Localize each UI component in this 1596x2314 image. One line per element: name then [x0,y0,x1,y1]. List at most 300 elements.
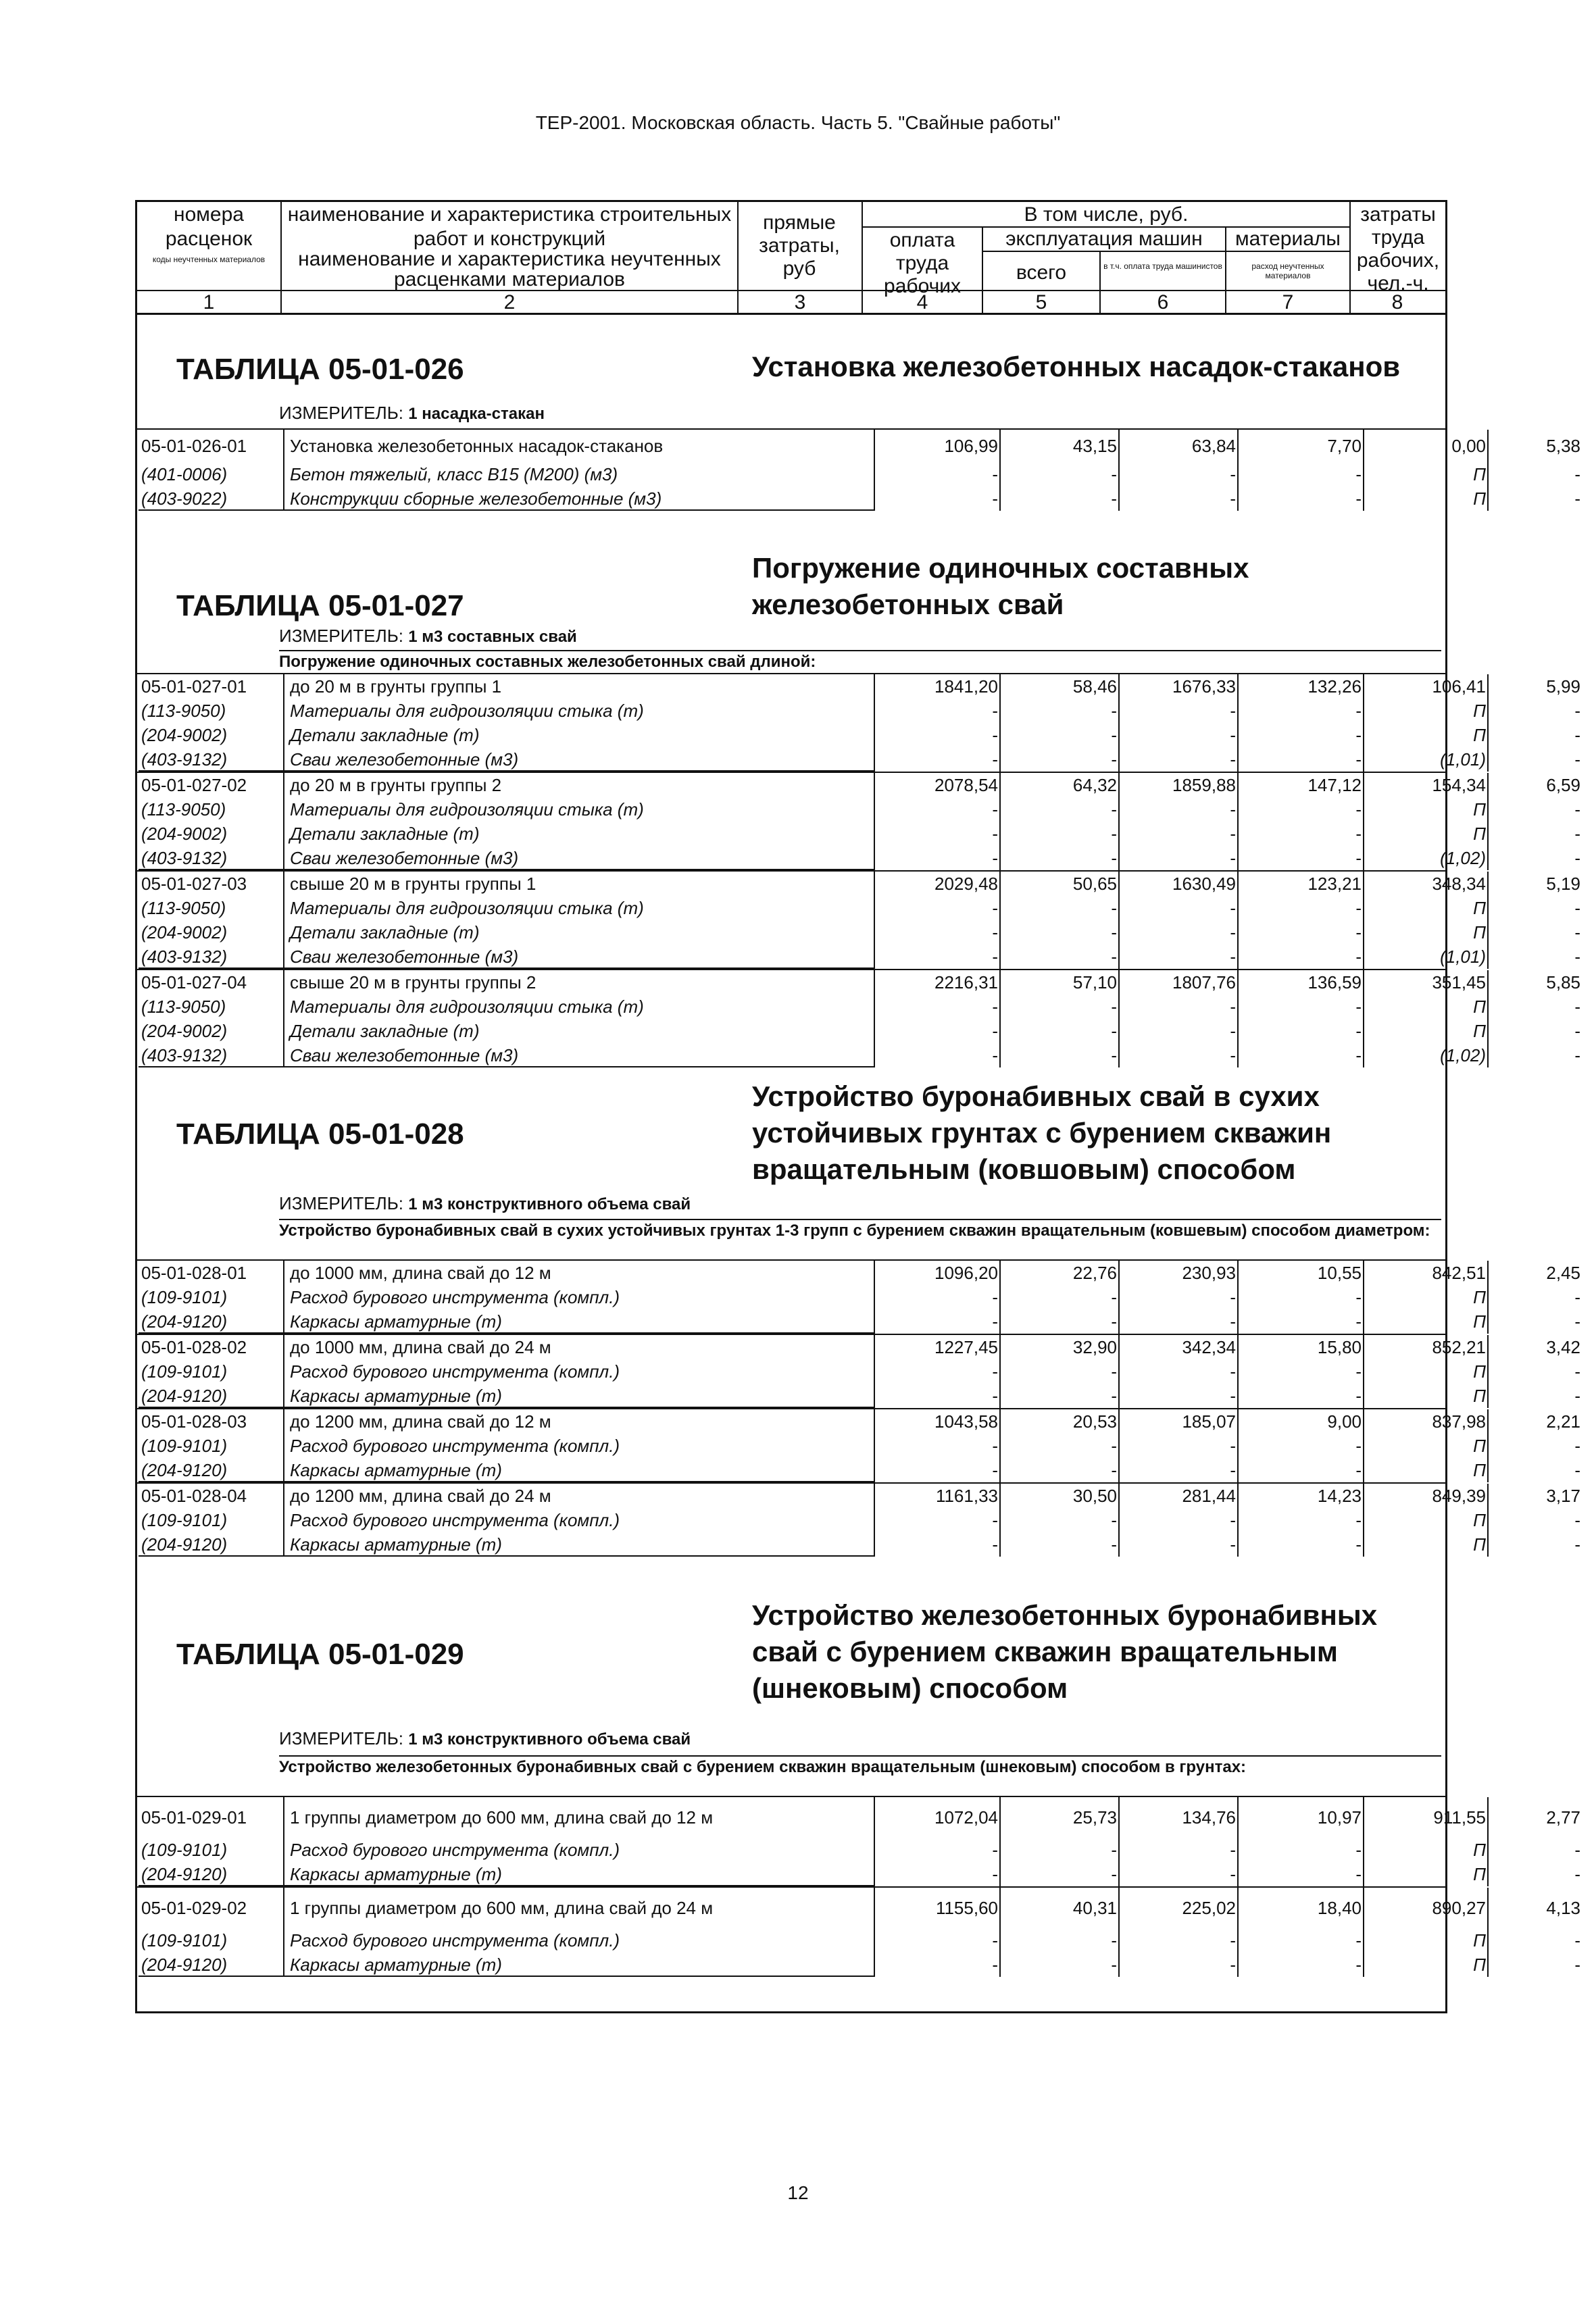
material-code: (204-9002) [141,1021,228,1041]
labor-pay-value: - [999,896,1120,920]
machines-total-value: - [1118,1359,1239,1384]
table-subheading: Устройство буронабивных свай в сухих устойчивых грунтах 1-3 групп с бурением скважин вращательным (ковшевым) способом диаметром: [279,1219,1441,1242]
material-name: Каркасы арматурные (т) [283,1532,875,1557]
material-code: (109-9101) [141,1361,228,1382]
labor-pay-value: - [999,1019,1120,1043]
material-row [137,1508,1580,1532]
operators-pay-value: - [1237,1928,1364,1953]
operators-pay-value: - [1237,945,1364,969]
labor-pay-value: 30,50 [999,1484,1120,1508]
labor-hours-value: - [1487,1019,1583,1043]
direct-costs-value: - [874,797,1001,822]
labor-hours-value: - [1487,1838,1583,1862]
table-section [135,550,1580,1078]
material-row [137,1532,1580,1557]
operators-pay-value: - [1237,822,1364,846]
material-row [137,896,1580,920]
material-code: (403-9132) [139,747,284,772]
labor-pay-value: - [999,822,1120,846]
labor-hours-value: 3,17 [1487,1484,1583,1508]
measure-unit-value: 1 м3 составных свай [408,628,577,646]
col-num-7: 7 [1282,291,1294,313]
materials-value: П [1363,1838,1489,1862]
labor-pay-value: - [999,1953,1120,1977]
table-subheading: Погружение одиночных составных железобетонных свай длиной: [279,650,1441,673]
rate-code: 05-01-027-02 [141,775,247,795]
materials-value: 849,39 [1363,1484,1489,1508]
rate-name: свыше 20 м в грунты группы 1 [283,872,875,896]
labor-pay-value: 57,10 [999,970,1120,995]
labor-pay-value: - [999,1458,1120,1482]
machines-total-value: - [1118,1019,1239,1043]
labor-hours-value: - [1487,945,1583,969]
machines-total-value: 1807,76 [1118,970,1239,995]
labor-hours-value: - [1487,1434,1583,1458]
col-codes-top: номера [174,203,244,226]
material-name: Расход бурового инструмента (компл.) [283,1359,875,1384]
direct-costs-value: - [874,1384,1001,1408]
material-code: (113-9050) [141,898,226,918]
direct-costs-value: - [874,1359,1001,1384]
material-row [137,822,1580,846]
col-num-6: 6 [1157,291,1169,313]
machines-total-value: 63,84 [1118,430,1239,462]
rate-name: до 1200 мм, длина свай до 12 м [283,1409,875,1434]
labor-hours-value: - [1487,846,1583,870]
page-header: ТЕР-2001. Московская область. Часть 5. "Свайные работы" [535,112,1061,133]
labor-pay-value: - [999,1309,1120,1334]
material-row [137,846,1580,870]
material-code: (204-9120) [139,1862,284,1886]
table-description-line: Устройство железобетонных буронабивных [752,1599,1378,1631]
material-code: (109-9101) [141,1930,228,1951]
machines-total-value: - [1118,995,1239,1019]
rate-code: 05-01-027-04 [141,972,247,992]
material-name: Детали закладные (т) [283,723,875,747]
col-num-1: 1 [203,291,215,313]
labor-pay-value: 50,65 [999,872,1120,896]
material-name: Материалы для гидроизоляции стыка (т) [283,797,875,822]
operators-pay-value: 7,70 [1237,430,1364,462]
machines-total-value: 1676,33 [1118,674,1239,699]
operators-pay-value: - [1237,1359,1364,1384]
materials-value: 890,27 [1363,1888,1489,1928]
direct-costs-value: - [874,896,1001,920]
labor-pay-value: 20,53 [999,1409,1120,1434]
material-code: (113-9050) [141,997,226,1017]
material-name: Сваи железобетонные (м3) [283,747,875,772]
direct-costs-value: - [874,1953,1001,1977]
operators-pay-value: - [1237,995,1364,1019]
machines-total-value: - [1118,797,1239,822]
materials-value: 106,41 [1363,674,1489,699]
operators-pay-value: 147,12 [1237,773,1364,797]
direct-costs-value: - [874,1862,1001,1886]
material-code: (204-9120) [139,1532,284,1557]
labor-pay-value: 25,73 [999,1797,1120,1838]
material-row [137,920,1580,945]
materials-value: П [1363,486,1489,511]
materials-value: П [1363,1532,1489,1557]
operators-pay-value: - [1237,1285,1364,1309]
labor-hours-value: 2,45 [1487,1261,1583,1285]
labor-pay-value: - [999,486,1120,511]
labor-hours-value: - [1487,1532,1583,1557]
table-title: ТАБЛИЦА 05-01-028 [176,1117,464,1151]
labor-hours-value: - [1487,797,1583,822]
direct-costs-value: - [874,699,1001,723]
labor-pay-value: 22,76 [999,1261,1120,1285]
labor-hours-value: 5,85 [1487,970,1583,995]
machines-total-value: - [1118,822,1239,846]
direct-costs-value: - [874,723,1001,747]
table-section [135,1078,1580,1581]
machines-total-value: - [1118,1384,1239,1408]
material-row [137,945,1580,969]
operators-pay-value: - [1237,1508,1364,1532]
col-machines-total: всего [1016,261,1067,284]
direct-costs-value: 1155,60 [874,1888,1001,1928]
machines-total-value: 230,93 [1118,1261,1239,1285]
rate-row [137,1334,1580,1359]
material-name: Сваи железобетонные (м3) [283,1043,875,1067]
rate-code: 05-01-027-03 [141,874,247,894]
labor-pay-value: - [999,462,1120,486]
materials-value: П [1363,995,1489,1019]
machines-total-value: - [1118,1458,1239,1482]
material-code: (109-9101) [141,1840,228,1860]
machines-total-value: 1859,88 [1118,773,1239,797]
operators-pay-value: - [1237,723,1364,747]
operators-pay-value: - [1237,1019,1364,1043]
measure-unit-label: ИЗМЕРИТЕЛЬ: [279,403,403,423]
rate-row [137,870,1580,896]
materials-value: (1,02) [1363,846,1489,870]
rate-code: 05-01-026-01 [141,436,247,456]
material-code: (204-9002) [141,824,228,844]
machines-total-value: 185,07 [1118,1409,1239,1434]
direct-costs-value: - [874,462,1001,486]
machines-total-value: - [1118,896,1239,920]
rate-code: 05-01-028-03 [141,1411,247,1432]
direct-costs-value: - [874,1928,1001,1953]
material-name: Материалы для гидроизоляции стыка (т) [283,896,875,920]
labor-hours-value: - [1487,1862,1583,1886]
rate-row [137,1482,1580,1508]
labor-hours-value: 2,77 [1487,1797,1583,1838]
table-description-line: свай с бурением скважин вращательным [752,1636,1338,1667]
labor-pay-value: 64,32 [999,773,1120,797]
rate-code: 05-01-028-02 [141,1337,247,1357]
measure-unit-label: ИЗМЕРИТЕЛЬ: [279,626,403,646]
labor-pay-value: - [999,920,1120,945]
col-labor-hours: затраты труда рабочих, чел.-ч. [1356,203,1440,295]
direct-costs-value: - [874,995,1001,1019]
material-code: (403-9132) [139,1043,284,1067]
materials-value: 351,45 [1363,970,1489,995]
materials-value: П [1363,699,1489,723]
direct-costs-value: 1841,20 [874,674,1001,699]
measure-unit [279,1728,691,1749]
labor-pay-value: - [999,1285,1120,1309]
materials-value: 837,98 [1363,1409,1489,1434]
materials-value: 154,34 [1363,773,1489,797]
labor-hours-value: 3,42 [1487,1335,1583,1359]
operators-pay-value: - [1237,1953,1364,1977]
direct-costs-value: - [874,1508,1001,1532]
rate-row [137,969,1580,995]
labor-pay-value: - [999,797,1120,822]
labor-hours-value: 5,19 [1487,872,1583,896]
machines-total-value: - [1118,1508,1239,1532]
direct-costs-value: - [874,1043,1001,1067]
rate-code: 05-01-029-01 [141,1807,247,1828]
table-title: ТАБЛИЦА 05-01-026 [176,353,464,386]
direct-costs-value: 2078,54 [874,773,1001,797]
operators-pay-value: - [1237,699,1364,723]
machines-total-value: - [1118,723,1239,747]
rate-row [137,674,1580,699]
operators-pay-value: 10,55 [1237,1261,1364,1285]
material-name: Материалы для гидроизоляции стыка (т) [283,995,875,1019]
rate-row [137,1408,1580,1434]
col-codes-mid: расценок [165,228,253,250]
measure-unit [279,403,545,424]
labor-hours-value: - [1487,747,1583,772]
direct-costs-value: 106,99 [874,430,1001,462]
table-title: ТАБЛИЦА 05-01-029 [176,1638,464,1671]
labor-pay-value: - [999,1838,1120,1862]
operators-pay-value: - [1237,1532,1364,1557]
operators-pay-value: 132,26 [1237,674,1364,699]
rate-code: 05-01-027-01 [141,676,247,697]
table-description-line: (шнековым) способом [752,1672,1068,1704]
rate-code: 05-01-028-01 [141,1263,247,1283]
labor-pay-value: - [999,846,1120,870]
machines-total-value: - [1118,846,1239,870]
machines-total-value: - [1118,1838,1239,1862]
rate-name: Установка железобетонных насадок-стаканов [283,430,875,462]
material-row [137,1862,1580,1886]
operators-pay-value: - [1237,747,1364,772]
materials-value: П [1363,1458,1489,1482]
col-labor-pay: оплата труда рабочих [884,229,961,297]
material-row [137,1285,1580,1309]
direct-costs-value: - [874,846,1001,870]
material-name: Расход бурового инструмента (компл.) [283,1434,875,1458]
labor-hours-value: - [1487,1384,1583,1408]
materials-value: П [1363,1862,1489,1886]
materials-value: П [1363,723,1489,747]
labor-hours-value: 5,99 [1487,674,1583,699]
materials-value: П [1363,1508,1489,1532]
machines-total-value: - [1118,699,1239,723]
materials-value: П [1363,1953,1489,1977]
material-code: (204-9120) [139,1953,284,1977]
direct-costs-value: 2216,31 [874,970,1001,995]
col-num-3: 3 [794,291,806,313]
labor-pay-value: - [999,723,1120,747]
operators-pay-value: 10,97 [1237,1797,1364,1838]
machines-total-value: - [1118,1285,1239,1309]
direct-costs-value: - [874,1838,1001,1862]
material-row [137,1928,1580,1953]
labor-hours-value: - [1487,723,1583,747]
col-name-top: наименование и характеристика строительных [287,203,732,226]
machines-total-value: - [1118,486,1239,511]
machines-total-value: 225,02 [1118,1888,1239,1928]
material-name: Каркасы арматурные (т) [283,1458,875,1482]
measure-unit-label: ИЗМЕРИТЕЛЬ: [279,1728,403,1749]
materials-value: (1,01) [1363,945,1489,969]
direct-costs-value: - [874,1285,1001,1309]
labor-hours-value: - [1487,1285,1583,1309]
material-code: (204-9002) [141,922,228,942]
labor-hours-value: - [1487,486,1583,511]
material-code: (403-9132) [139,846,284,870]
col-unaccounted-materials: расход неучтенных материалов [1251,261,1324,280]
rate-name: 1 группы диаметром до 600 мм, длина свай до 24 м [283,1888,875,1928]
table-description-line: Устройство буронабивных свай в сухих [752,1080,1320,1112]
rate-name: до 1200 мм, длина свай до 24 м [283,1484,875,1508]
machines-total-value: 342,34 [1118,1335,1239,1359]
material-row [137,1043,1580,1067]
materials-value: 911,55 [1363,1797,1489,1838]
labor-hours-value: - [1487,896,1583,920]
measure-unit-value: 1 насадка-стакан [408,405,545,423]
labor-pay-value: - [999,1043,1120,1067]
materials-value: П [1363,462,1489,486]
material-name: Каркасы арматурные (т) [283,1953,875,1977]
labor-hours-value: 6,59 [1487,773,1583,797]
material-code: (403-9022) [139,486,284,511]
labor-hours-value: - [1487,1508,1583,1532]
machines-total-value: - [1118,1862,1239,1886]
table-description [752,550,1435,623]
rate-row [137,772,1580,797]
material-name: Детали закладные (т) [283,920,875,945]
operators-pay-value: - [1237,920,1364,945]
material-row [137,1434,1580,1458]
materials-value: 348,34 [1363,872,1489,896]
labor-pay-value: - [999,1928,1120,1953]
operators-pay-value: - [1237,1043,1364,1067]
machines-total-value: - [1118,1043,1239,1067]
labor-hours-value: - [1487,1953,1583,1977]
machines-total-value: 281,44 [1118,1484,1239,1508]
page-number: 12 [787,2182,809,2203]
col-codes-small: коды неучтенных материалов [152,255,266,264]
labor-pay-value: 58,46 [999,674,1120,699]
labor-hours-value: - [1487,699,1583,723]
material-name: Детали закладные (т) [283,822,875,846]
material-name: Сваи железобетонные (м3) [283,846,875,870]
material-row [137,1838,1580,1862]
col-name-mid: работ и конструкций [413,228,606,250]
operators-pay-value: 18,40 [1237,1888,1364,1928]
operators-pay-value: - [1237,896,1364,920]
measure-unit [279,626,577,647]
operators-pay-value: - [1237,1309,1364,1334]
column-header [135,200,1447,315]
direct-costs-value: - [874,920,1001,945]
labor-pay-value: 43,15 [999,430,1120,462]
direct-costs-value: 1043,58 [874,1409,1001,1434]
operators-pay-value: 14,23 [1237,1484,1364,1508]
table-description [752,349,1435,385]
rate-name: до 1000 мм, длина свай до 24 м [283,1335,875,1359]
direct-costs-value: - [874,1019,1001,1043]
materials-value: П [1363,1434,1489,1458]
operators-pay-value: 15,80 [1237,1335,1364,1359]
material-name: Детали закладные (т) [283,1019,875,1043]
machines-total-value: - [1118,920,1239,945]
col-name-low: наименование и характеристика неучтенных [298,248,721,270]
table-description [752,1597,1435,1707]
labor-hours-value: - [1487,822,1583,846]
labor-pay-value: 32,90 [999,1335,1120,1359]
operators-pay-value: 123,21 [1237,872,1364,896]
labor-hours-value: 2,21 [1487,1409,1583,1434]
material-row [137,995,1580,1019]
machines-total-value: 134,76 [1118,1797,1239,1838]
labor-pay-value: - [999,747,1120,772]
material-row [137,462,1580,486]
direct-costs-value: - [874,822,1001,846]
material-name: Конструкции сборные железобетонные (м3) [283,486,875,511]
material-code: (109-9101) [141,1436,228,1456]
material-name: Каркасы арматурные (т) [283,1309,875,1334]
machines-total-value: - [1118,747,1239,772]
materials-value: (1,01) [1363,747,1489,772]
measure-unit-value: 1 м3 конструктивного объема свай [408,1195,691,1213]
material-row [137,723,1580,747]
direct-costs-value: - [874,1458,1001,1482]
labor-pay-value: - [999,1434,1120,1458]
direct-costs-value: - [874,1309,1001,1334]
material-row [137,747,1580,772]
labor-pay-value: 40,31 [999,1888,1120,1928]
material-row [137,486,1580,511]
operators-pay-value: - [1237,1434,1364,1458]
operators-pay-value: 9,00 [1237,1409,1364,1434]
material-name: Бетон тяжелый, класс В15 (М200) (м3) [283,462,875,486]
col-name-bot: расценками материалов [394,268,625,291]
labor-hours-value: - [1487,920,1583,945]
labor-pay-value: - [999,1384,1120,1408]
materials-value: П [1363,1359,1489,1384]
direct-costs-value: - [874,1532,1001,1557]
col-num-2: 2 [503,291,516,313]
material-row [137,1309,1580,1334]
operators-pay-value: - [1237,486,1364,511]
material-code: (109-9101) [141,1510,228,1530]
material-code: (204-9120) [139,1384,284,1408]
material-row [137,1458,1580,1482]
materials-value: (1,02) [1363,1043,1489,1067]
operators-pay-value: - [1237,462,1364,486]
direct-costs-value: 1227,45 [874,1335,1001,1359]
material-code: (113-9050) [141,701,226,721]
table-description-line: устойчивых грунтах с бурением скважин [752,1117,1332,1149]
rate-row [137,1886,1580,1928]
rate-grid [137,428,1580,511]
material-row [137,797,1580,822]
table-description-line: Погружение одиночных составных [752,552,1249,584]
machines-total-value: - [1118,1953,1239,1977]
rate-code: 05-01-029-02 [141,1898,247,1918]
materials-value: П [1363,822,1489,846]
